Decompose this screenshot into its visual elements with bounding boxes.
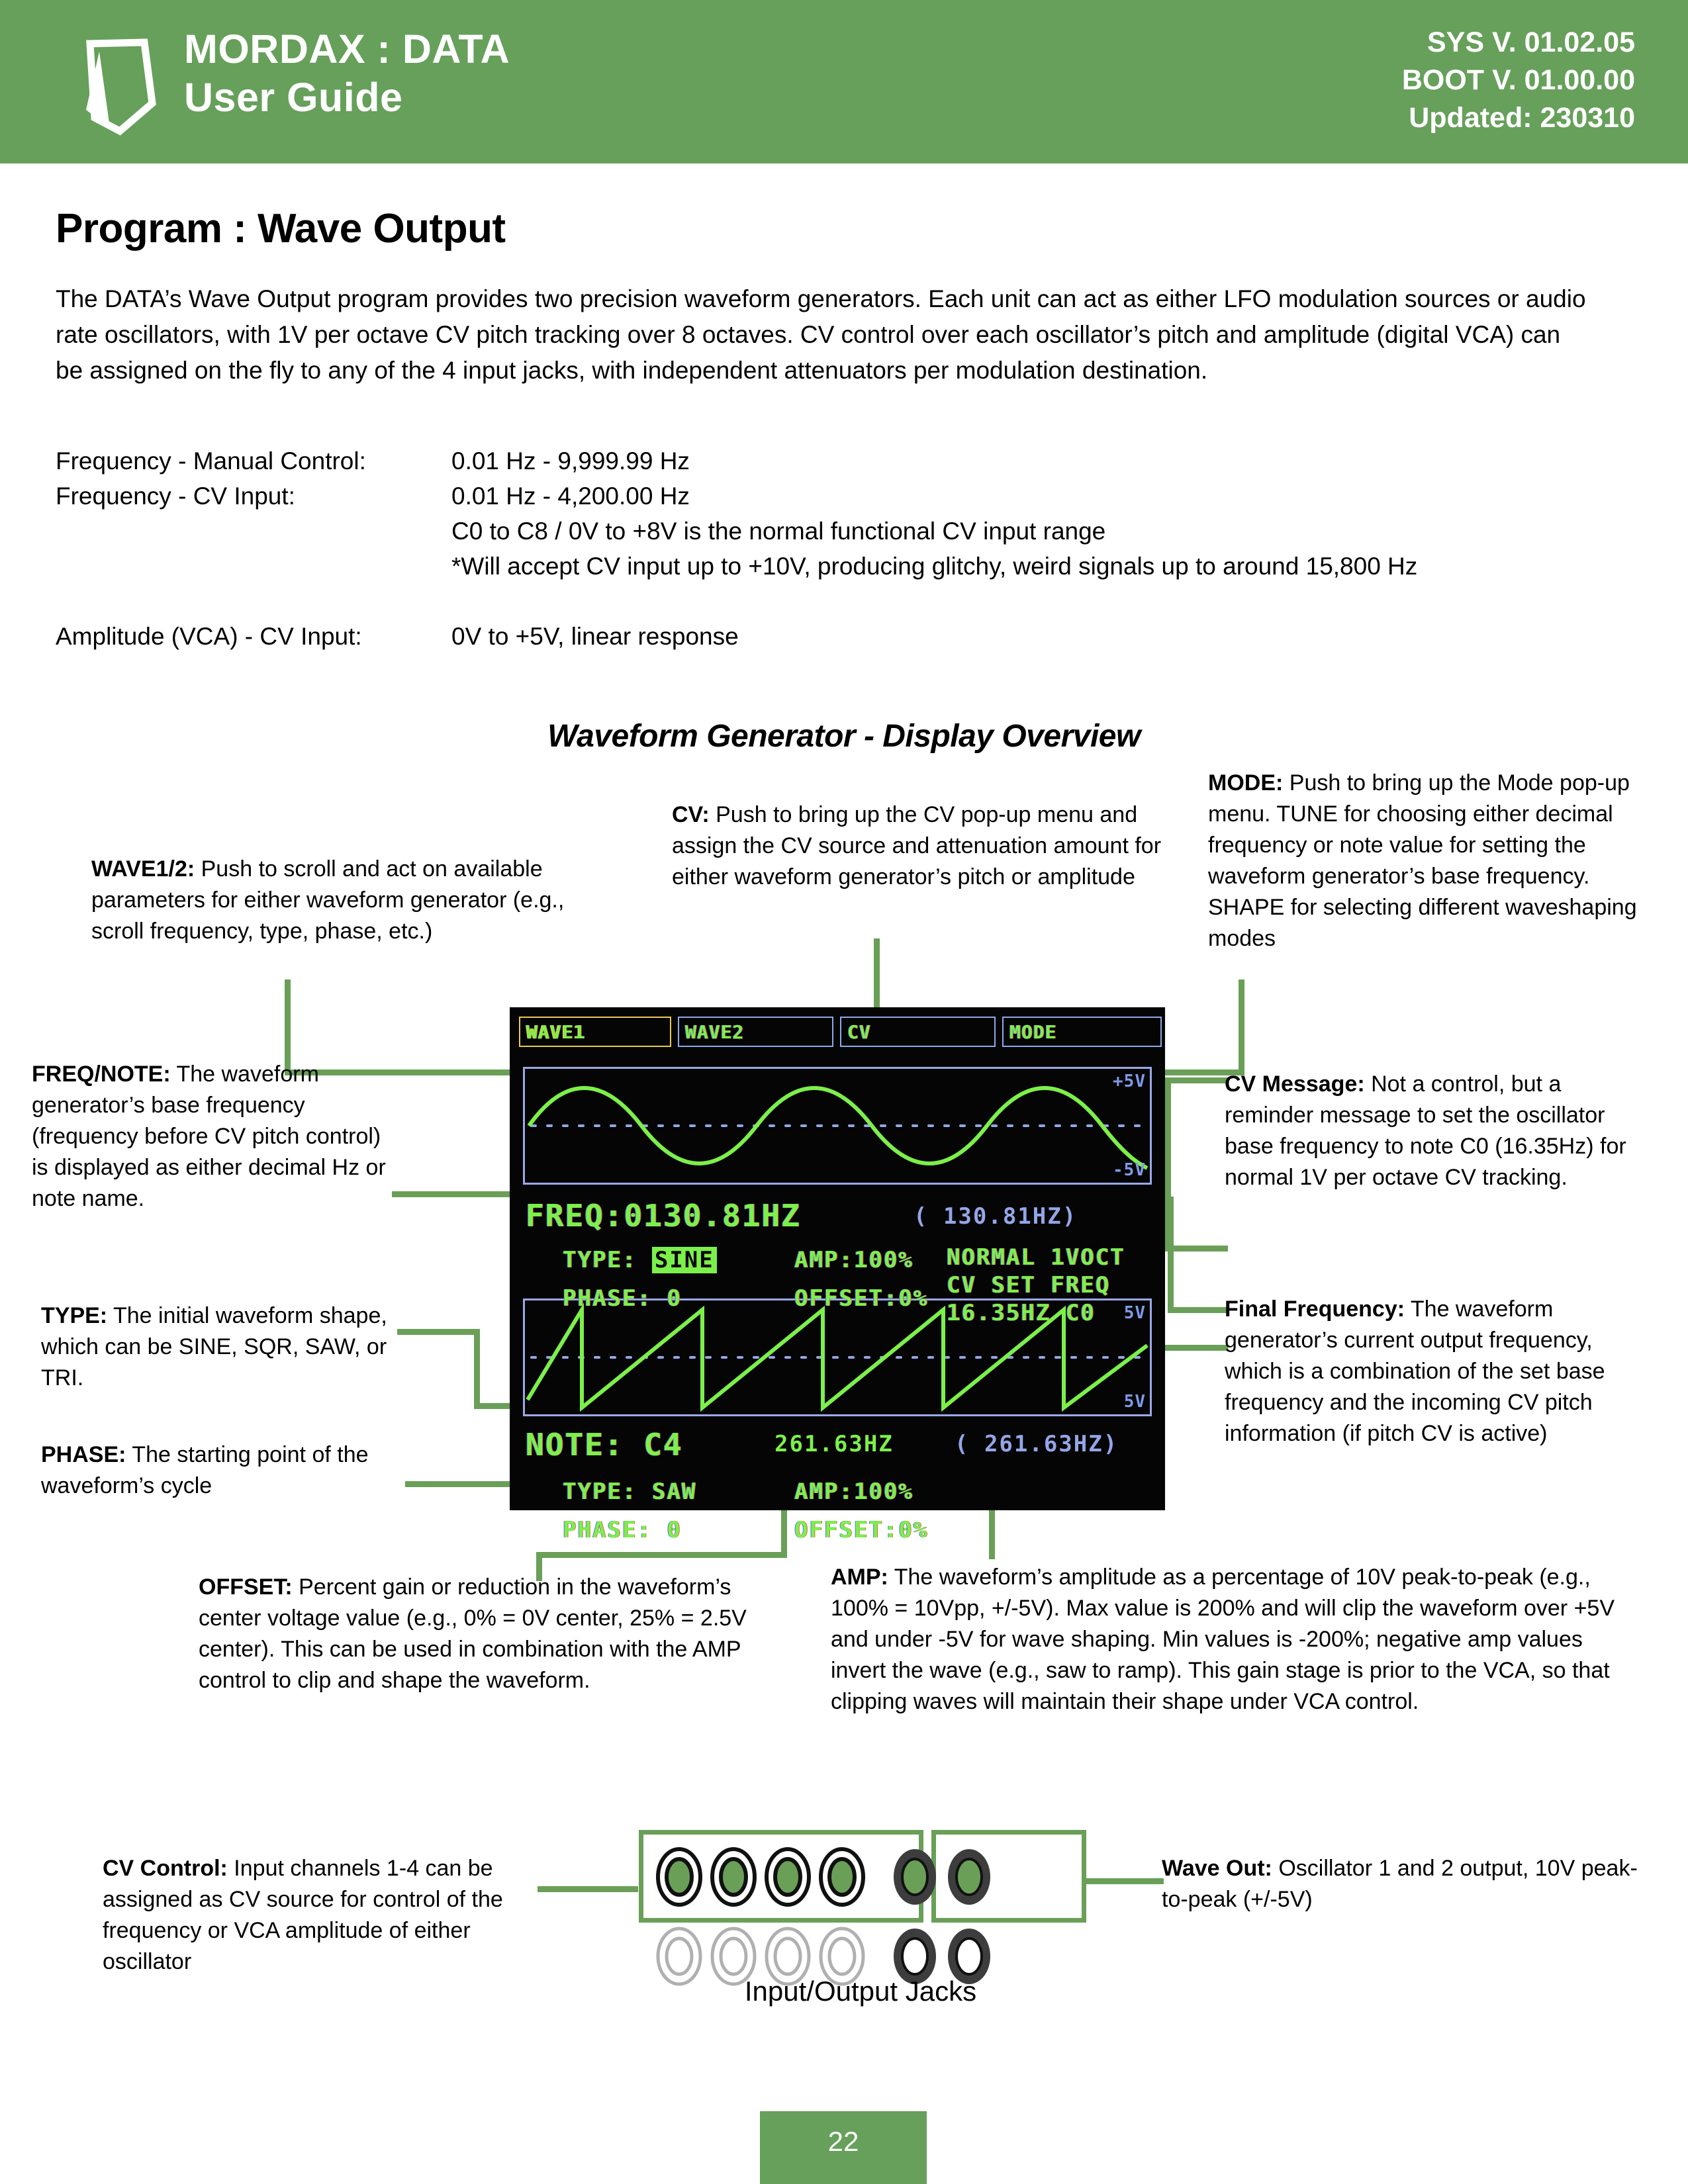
wave1-type-label: TYPE: <box>563 1247 637 1273</box>
wave1-amp-label: AMP: <box>794 1247 854 1273</box>
page-header <box>0 0 1688 163</box>
wave2-note-readout <box>526 1427 683 1463</box>
spec-label: Amplitude (VCA) - CV Input: <box>56 623 362 650</box>
scope2-bottom-voltage-label: 5V <box>1123 1392 1146 1412</box>
tab-cv-label: CV <box>847 1021 871 1043</box>
callout-freq-note <box>32 1059 402 1214</box>
input-jack-3[interactable] <box>764 1846 812 1907</box>
callout-amp <box>831 1562 1638 1717</box>
brand-block <box>184 25 510 122</box>
wave1-offset-label: OFFSET: <box>794 1285 899 1312</box>
tab-wave1-label: WAVE1 <box>526 1021 586 1043</box>
wave2-type-value: SAW <box>651 1479 697 1505</box>
sine-waveform-plot <box>525 1069 1150 1183</box>
callout-text: The waveform’s amplitude as a percentage of 10V peak-to-peak (e.g., 100% = 10Vpp, +/-5V). Max value is 200% and will clip the waveform over +5V and under -5V for wave shaping. Min values is -200%; negative amp values invert the wave (e.g., saw to ramp). This gain stage is prior to the VCA, so that clipping waves will maintain their shape under VCA control. <box>831 1565 1615 1714</box>
scope2-top-voltage-label: 5V <box>1123 1303 1146 1323</box>
wave2-amp-value: 100% <box>853 1479 914 1505</box>
lcd-tab-bar <box>519 1017 1156 1047</box>
callout-term: Final Frequency: <box>1225 1297 1405 1322</box>
input-output-jacks-diagram <box>632 1810 1089 2007</box>
callout-text: The waveform generator’s current output frequency, which is a combination of the set base frequency and the incoming CV pitch information (if pitch CV is active) <box>1225 1297 1605 1446</box>
wave2-note-hz: 261.63HZ <box>774 1431 894 1457</box>
page-number: 22 <box>827 2126 859 2157</box>
callout-wave-out <box>1162 1853 1652 1915</box>
callout-wave12 <box>91 854 594 947</box>
callout-term: FREQ/NOTE: <box>32 1062 171 1087</box>
scope1-bottom-voltage-label: -5V <box>1113 1160 1146 1180</box>
wave1-phase-label: PHASE: <box>563 1285 652 1312</box>
spec-row <box>56 619 1631 654</box>
connector-line-offset <box>536 1552 787 1558</box>
callout-term: CV Message: <box>1225 1071 1365 1097</box>
connector-line-type <box>397 1329 480 1335</box>
wave2-phase-row <box>563 1517 682 1543</box>
connector-line-finalfreq <box>1168 1197 1174 1312</box>
device-lcd-screen <box>510 1007 1165 1543</box>
callout-text: Percent gain or reduction in the waveform’s center voltage value (e.g., 0% = 0V center, 25% = 2.5V center). This can be used in combination with the AMP control to clip and shape the waveform. <box>199 1574 747 1693</box>
input-jack-2[interactable] <box>710 1846 757 1907</box>
input-jack-1[interactable] <box>655 1846 703 1907</box>
wave2-offset-value: 0% <box>898 1517 929 1543</box>
wave1-frequency-readout <box>526 1198 801 1234</box>
connector-line-cvmessage <box>1165 1246 1228 1251</box>
tab-wave1[interactable] <box>519 1017 671 1047</box>
connector-line-finalfreq <box>1168 1307 1229 1313</box>
wave1-amp-value: 100% <box>853 1247 914 1273</box>
callout-text: The starting point of the waveform’s cycle <box>41 1442 369 1498</box>
spec-row <box>56 549 1631 584</box>
spec-row <box>56 478 1631 514</box>
cv-message-line1: NORMAL 1VOCT <box>947 1244 1125 1271</box>
callout-offset <box>199 1572 794 1696</box>
callout-cv <box>672 799 1162 893</box>
connector-line-mode <box>1239 979 1244 1075</box>
callout-text: Push to bring up the CV pop-up menu and assign the CV source and attenuation amount for either waveform generator’s pitch or amplitude <box>672 802 1162 889</box>
callout-mode <box>1208 768 1652 954</box>
callout-text: Oscillator 1 and 2 output, 10V peak-to-peak (+/-5V) <box>1162 1856 1638 1912</box>
updated-date: Updated: 230310 <box>1409 102 1635 134</box>
wave2-offset-row <box>794 1517 928 1543</box>
sys-version: SYS V. 01.02.05 <box>1427 26 1635 58</box>
wave2-phase-label: PHASE: <box>563 1517 652 1543</box>
callout-term: TYPE: <box>41 1303 108 1328</box>
intro-paragraph: The DATA’s Wave Output program provides two precision waveform generators. Each unit can act as either LFO modulation sources or audio rate oscillators, with 1V per octave CV pitch tracking over 8 octaves. CV control over each oscillator’s pitch and amplitude (digital VCA) can be assigned on the fly to any of the 4 input jacks, with independent attenuators per modulation destination. <box>56 285 1586 384</box>
cv-message-line3: 16.35HZ C0 <box>947 1300 1096 1326</box>
callout-term: MODE: <box>1208 770 1284 796</box>
callout-term: OFFSET: <box>199 1574 293 1600</box>
callout-final-frequency <box>1225 1294 1648 1449</box>
cv-message-line2: CV SET FREQ <box>947 1272 1111 1298</box>
callout-term: Wave Out: <box>1162 1856 1272 1881</box>
tab-wave2-label: WAVE2 <box>685 1021 745 1043</box>
tab-mode[interactable] <box>1002 1017 1162 1047</box>
tab-wave2[interactable] <box>678 1017 833 1047</box>
callout-term: AMP: <box>831 1565 888 1590</box>
spec-row <box>56 514 1631 549</box>
callout-cv-message <box>1225 1069 1655 1193</box>
spec-value: 0.01 Hz - 4,200.00 Hz <box>451 482 690 510</box>
wave1-phase-value: 0 <box>667 1285 682 1312</box>
wave2-type-label: TYPE: <box>563 1479 637 1505</box>
wave1-phase-row <box>563 1285 682 1312</box>
connector-line-cvcontrol <box>538 1886 638 1892</box>
spec-value: 0.01 Hz - 9,999.99 Hz <box>451 447 690 475</box>
wave2-type-row <box>563 1479 696 1505</box>
page-title: Program : Wave Output <box>56 206 506 251</box>
wave1-type-row <box>563 1247 717 1273</box>
callout-type <box>41 1300 399 1394</box>
wave1-freq-value: 0130.81HZ <box>624 1198 801 1234</box>
connector-line-waveout <box>1086 1878 1164 1884</box>
wave2-note-label: NOTE: <box>526 1427 624 1463</box>
version-block <box>1402 24 1635 137</box>
wave1-type-value[interactable]: SINE <box>652 1247 717 1273</box>
output-jack-2[interactable] <box>945 1846 993 1907</box>
wave2-offset-label: OFFSET: <box>794 1517 899 1543</box>
wave1-final-frequency: ( 130.81HZ) <box>914 1203 1078 1230</box>
wave2-amp-label: AMP: <box>794 1479 854 1505</box>
wave2-final-frequency: ( 261.63HZ) <box>955 1431 1119 1457</box>
mordax-pentagon-logo <box>58 25 171 138</box>
spec-label: Frequency - Manual Control: <box>56 447 366 475</box>
callout-phase <box>41 1439 412 1502</box>
spec-value: 0V to +5V, linear response <box>451 623 739 650</box>
section-title: Waveform Generator - Display Overview <box>547 719 1141 754</box>
connector-line-freqnote <box>392 1191 515 1197</box>
wave2-note-value: C4 <box>643 1427 683 1463</box>
wave1-freq-label: FREQ: <box>526 1198 624 1234</box>
callout-text: The initial waveform shape, which can be SINE, SQR, SAW, or TRI. <box>41 1303 387 1390</box>
spec-label: Frequency - CV Input: <box>56 482 295 510</box>
output-jack-1[interactable] <box>891 1846 939 1907</box>
callout-term: CV: <box>672 802 710 827</box>
specifications-table <box>56 443 1631 654</box>
tab-mode-label: MODE <box>1009 1021 1057 1043</box>
connector-line-type <box>474 1329 480 1408</box>
callout-text: Push to scroll and act on available parameters for either waveform generator (e.g., scroll frequency, type, phase, etc.) <box>91 856 565 944</box>
scope1-top-voltage-label: +5V <box>1113 1071 1146 1091</box>
page-footer <box>760 2111 927 2184</box>
connector-line-finalfreq <box>1165 1345 1228 1351</box>
callout-term: CV Control: <box>103 1856 228 1881</box>
connector-line-cv <box>874 938 880 1013</box>
callout-text: Input channels 1-4 can be assigned as CV source for control of the frequency or VCA amplitude of either oscillator <box>103 1856 503 1974</box>
jacks-caption: Input/Output Jacks <box>744 1976 977 2007</box>
wave1-offset-row <box>794 1285 928 1312</box>
jack-row-top <box>655 1846 1000 1907</box>
callout-term: PHASE: <box>41 1442 126 1467</box>
wave2-amp-row <box>794 1479 914 1505</box>
callout-text: Not a control, but a reminder message to set the oscillator base frequency to note C0 (16.35Hz) for normal 1V per octave CV tracking. <box>1225 1071 1626 1190</box>
brand-title: MORDAX : DATA <box>184 26 510 71</box>
spacer <box>56 584 1631 619</box>
callout-text: Push to bring up the Mode pop-up menu. TUNE for choosing either decimal frequency or note value for setting the waveform generator’s base frequency. SHAPE for selecting different waveshaping modes <box>1208 770 1637 951</box>
callout-text: The waveform generator’s base frequency (frequency before CV pitch control) is displayed as either decimal Hz or note name. <box>32 1062 386 1211</box>
boot-version: BOOT V. 01.00.00 <box>1401 64 1635 96</box>
oscilloscope-wave1 <box>523 1067 1152 1185</box>
input-jack-4[interactable] <box>818 1846 866 1907</box>
tab-cv[interactable] <box>840 1017 996 1047</box>
spec-value: *Will accept CV input up to +10V, producing glitchy, weird signals up to around 15,800 Hz <box>451 553 1418 580</box>
brand-subtitle: User Guide <box>184 75 403 120</box>
wave2-phase-value: 0 <box>667 1517 682 1543</box>
connector-line-cvmessage <box>1165 1077 1228 1083</box>
wave1-offset-value: 0% <box>898 1285 929 1312</box>
spec-row <box>56 443 1631 478</box>
spec-value: C0 to C8 / 0V to +8V is the normal functional CV input range <box>451 518 1106 545</box>
callout-cv-control <box>103 1853 539 1978</box>
connector-line-type <box>474 1403 515 1409</box>
callout-term: WAVE1/2: <box>91 856 195 882</box>
connector-line-phase <box>405 1481 515 1487</box>
wave1-amp-row <box>794 1247 914 1273</box>
